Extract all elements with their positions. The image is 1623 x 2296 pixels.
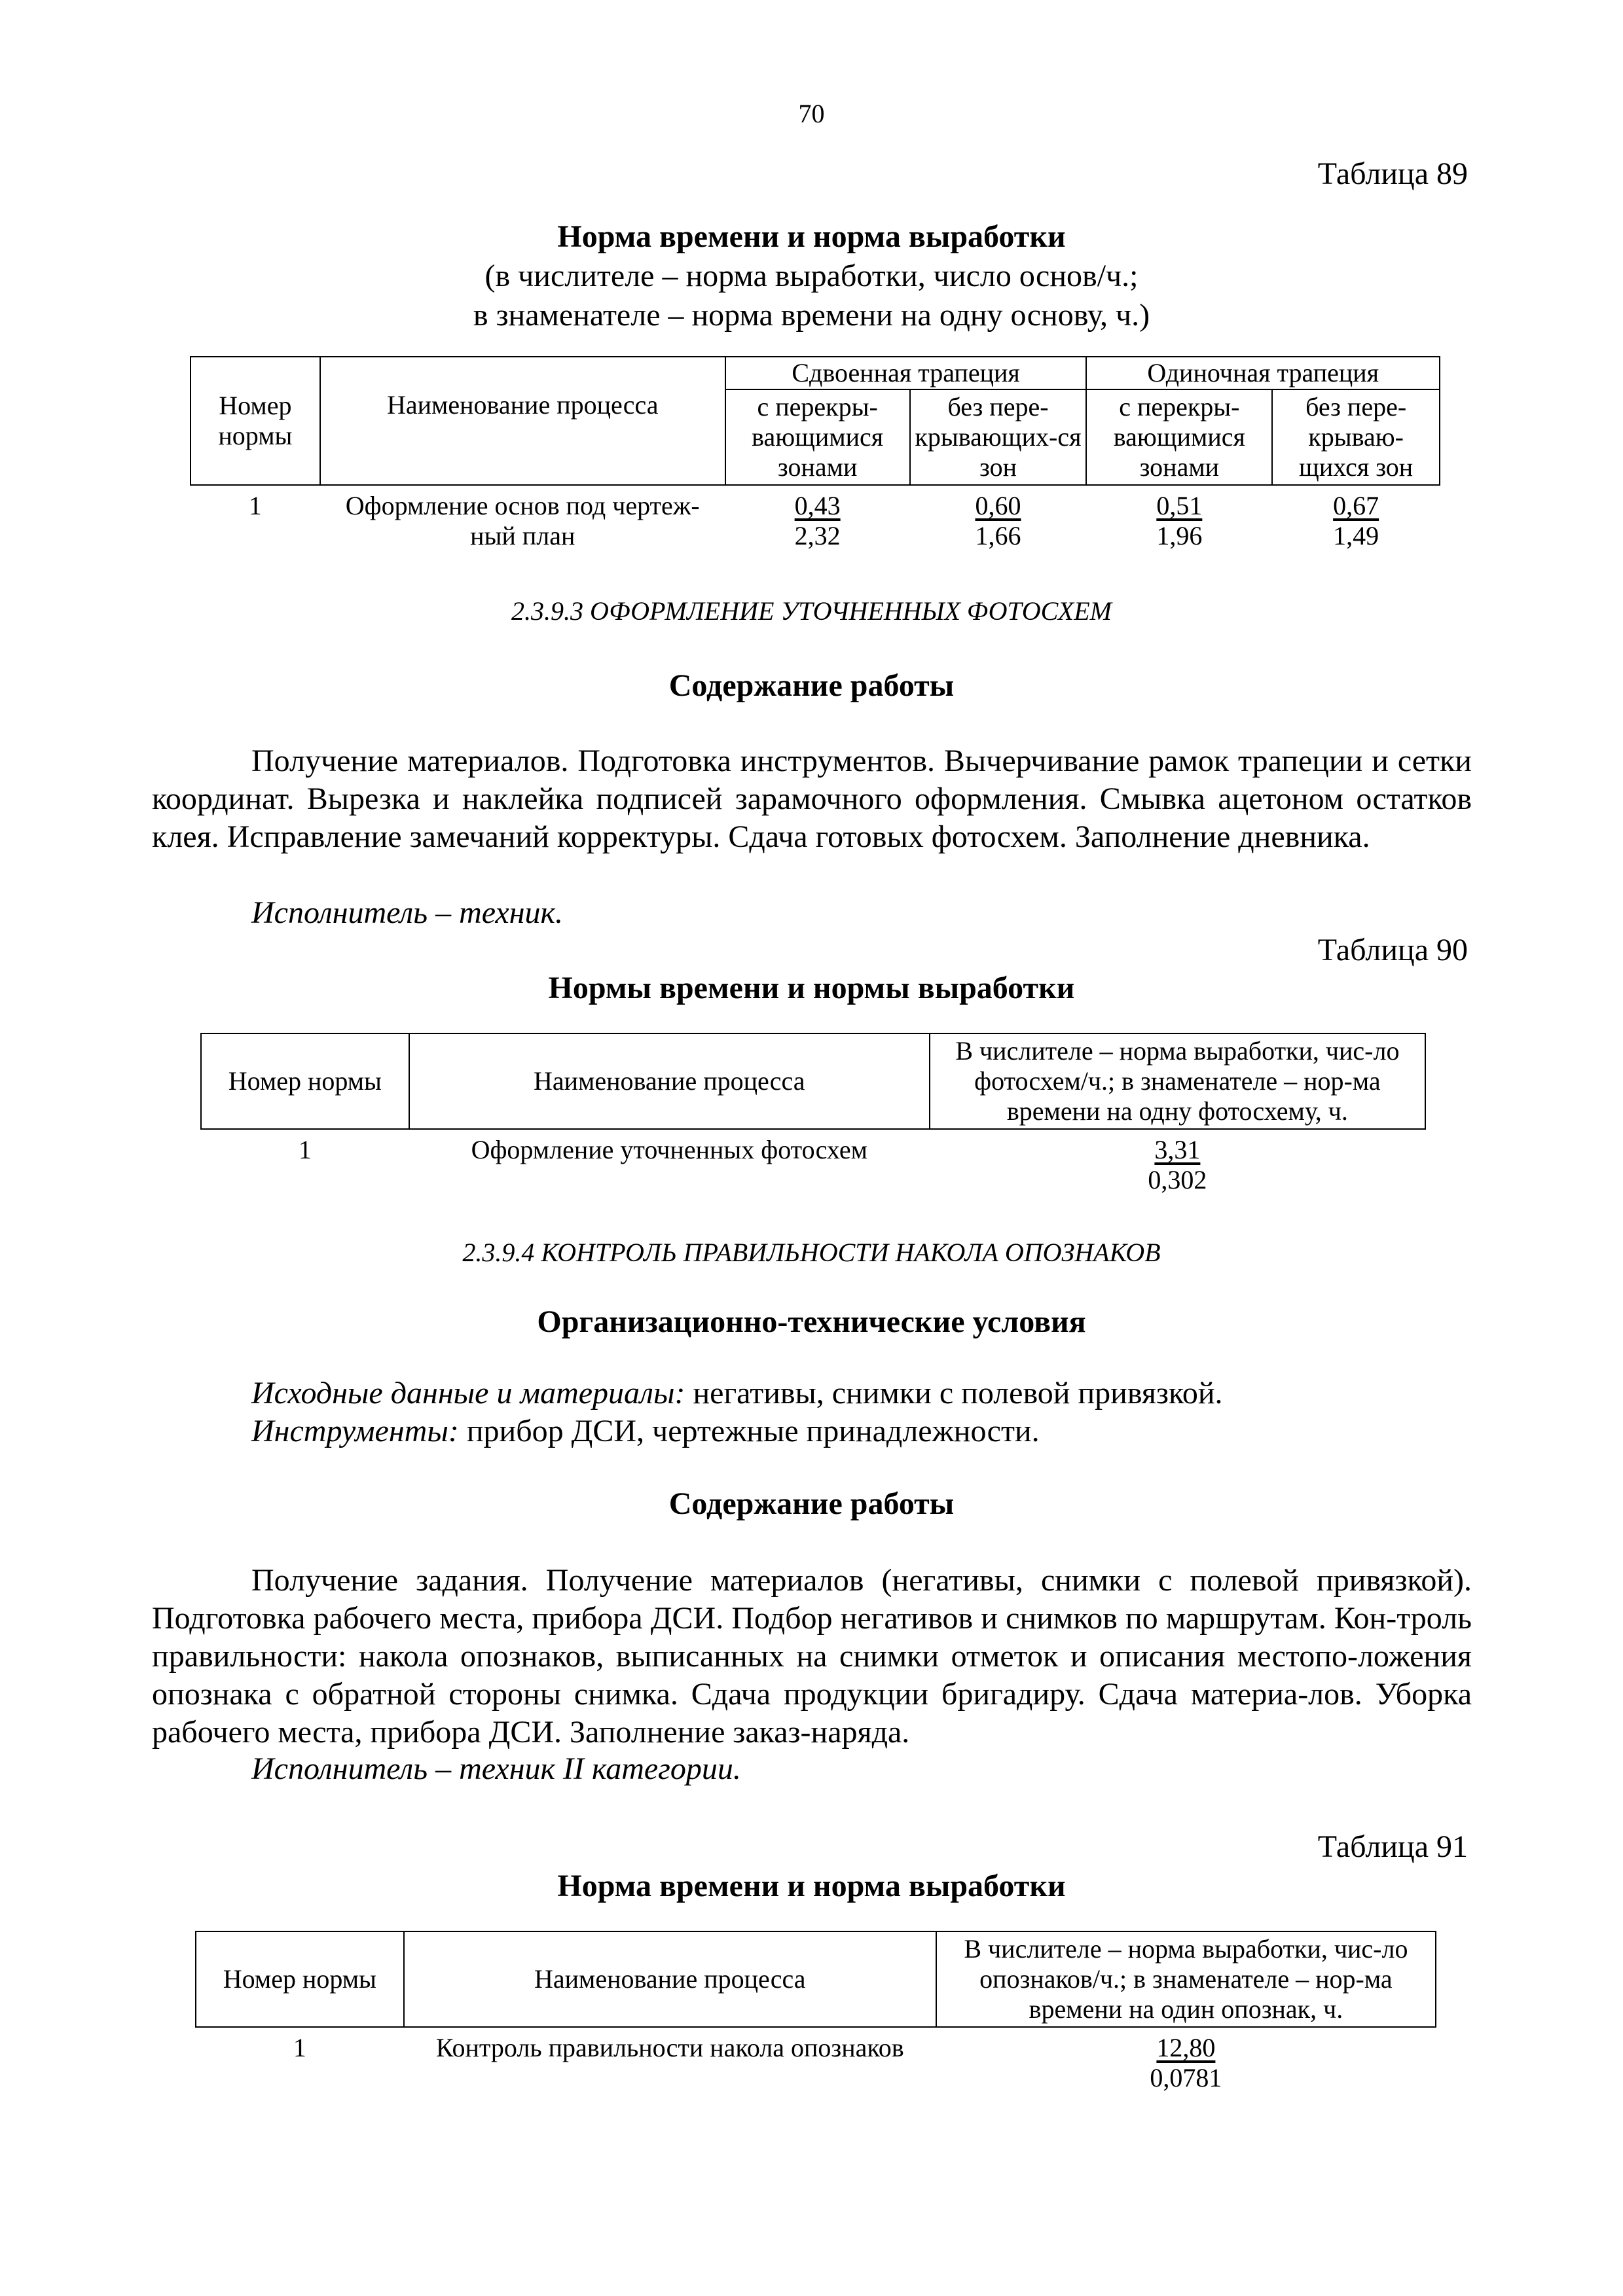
rate-value: 0,51 <box>1156 491 1203 520</box>
fraction-cell <box>975 491 1021 551</box>
inputs-text: негативы, снимки с полевой привязкой. <box>685 1376 1223 1410</box>
header-number: Номер нормы <box>191 357 320 485</box>
rate-value: 0,60 <box>975 491 1021 520</box>
header-number: Номер нормы <box>196 1931 404 2027</box>
table-89-subtitle-1: (в числителе – норма выработки, число основ/ч.; <box>484 259 1139 293</box>
table-row <box>191 485 1440 551</box>
section-2394-content-text: Получение задания. Получение материалов (негативы, снимки с полевой привязкой). Подготовка рабочего места, прибора ДСИ. Подбор негативов и снимков по маршрутам. Кон-троль правильности: накола опознаков, выписанных на снимки отметок и описания местопо-ложения опознака с обратной стороны снимка. Сдача продукции бригадиру. Сдача материа-лов. Уборка рабочего места, прибора ДСИ. Заполнение заказ-наряда. <box>152 1563 1472 1749</box>
table-91-label: Таблица 91 <box>1317 1829 1468 1864</box>
table-89-subtitle-2: в знаменателе – норма времени на одну основу, ч.) <box>473 298 1150 332</box>
section-2393-content-title: Содержание работы <box>668 668 955 703</box>
row-number: 1 <box>293 2033 306 2062</box>
fraction-cell <box>1150 2033 1222 2093</box>
header-number: Номер нормы <box>201 1033 409 1129</box>
section-2393-content-text: Получение материалов. Подготовка инструментов. Вычерчивание рамок трапеции и сетки координат. Вырезка и наклейка подписей зарамочного оформления. Смывка ацетоном остатков клея. Исправление замечаний корректуры. Сдача готовых фотосхем. Заполнение дневника. <box>152 744 1472 854</box>
tools-text: прибор ДСИ, чертежные принадлежности. <box>458 1414 1040 1448</box>
table-row <box>196 2027 1436 2093</box>
header-process: Наименование процесса <box>409 1033 930 1129</box>
time-value: 1,49 <box>1333 521 1379 550</box>
time-value: 1,96 <box>1156 521 1203 550</box>
header-single-trapezoid: Одиночная трапеция <box>1086 357 1440 389</box>
section-2394-content <box>152 1562 1472 1751</box>
fraction-cell <box>1148 1135 1207 1195</box>
section-2394-inputs <box>251 1374 1223 1412</box>
header-overlapping-2: с перекры-вающимися зонами <box>1086 389 1272 485</box>
time-value: 0,302 <box>1148 1165 1207 1194</box>
row-process: Контроль правильности накола опознаков <box>435 2033 904 2062</box>
rate-value: 12,80 <box>1156 2033 1216 2062</box>
header-value: В числителе – норма выработки, чис-ло фотосхем/ч.; в знаменателе – нор-ма времени на одну фотосхему, ч. <box>930 1033 1425 1129</box>
table-89 <box>190 356 1440 551</box>
inputs-label: Исходные данные и материалы: <box>251 1376 685 1410</box>
row-process: Оформление основ под чертеж-ный план <box>345 491 700 550</box>
section-2393-heading: 2.3.9.3 ОФОРМЛЕНИЕ УТОЧНЕННЫХ ФОТОСХЕМ <box>511 596 1112 626</box>
rate-value: 0,67 <box>1333 491 1379 520</box>
table-91 <box>195 1931 1436 2093</box>
page-number: 70 <box>798 99 825 128</box>
header-process: Наименование процесса <box>320 357 725 485</box>
table-90 <box>200 1033 1426 1195</box>
header-double-trapezoid: Сдвоенная трапеция <box>725 357 1087 389</box>
section-2394-tools <box>251 1412 1040 1450</box>
header-process: Наименование процесса <box>404 1931 936 2027</box>
table-91-title: Норма времени и норма выработки <box>557 1869 1066 1903</box>
table-90-title: Нормы времени и нормы выработки <box>548 971 1075 1005</box>
time-value: 2,32 <box>794 521 841 550</box>
table-90-label: Таблица 90 <box>1317 933 1468 967</box>
rate-value: 3,31 <box>1154 1135 1201 1164</box>
fraction-cell <box>1156 491 1202 551</box>
header-overlapping-1: с перекры-вающимися зонами <box>725 389 910 485</box>
section-2393-content <box>152 742 1472 856</box>
section-2394-heading: 2.3.9.4 КОНТРОЛЬ ПРАВИЛЬНОСТИ НАКОЛА ОПОЗНАКОВ <box>462 1238 1161 1267</box>
section-2394-executor: Исполнитель – техник II категории. <box>251 1751 741 1786</box>
fraction-cell <box>1333 491 1379 551</box>
time-value: 0,0781 <box>1150 2063 1222 2092</box>
table-row <box>201 1129 1425 1195</box>
header-value: В числителе – норма выработки, чис-ло опознаков/ч.; в знаменателе – нор-ма времени на один опознак, ч. <box>936 1931 1436 2027</box>
row-number: 1 <box>298 1135 312 1164</box>
header-nonoverlapping-2: без пере-крываю-щихся зон <box>1272 389 1440 485</box>
fraction-cell <box>795 491 841 551</box>
section-2393-executor: Исполнитель – техник. <box>251 895 563 930</box>
row-process: Оформление уточненных фотосхем <box>471 1135 867 1164</box>
rate-value: 0,43 <box>794 491 841 520</box>
tools-label: Инструменты: <box>251 1414 459 1448</box>
section-2394-content-title: Содержание работы <box>668 1486 955 1521</box>
header-nonoverlapping-1: без пере-крывающих-ся зон <box>910 389 1087 485</box>
section-2394-org-title: Организационно-технические условия <box>537 1304 1086 1339</box>
table-89-title: Норма времени и норма выработки <box>557 219 1066 254</box>
time-value: 1,66 <box>975 521 1021 550</box>
table-89-label: Таблица 89 <box>1317 156 1468 191</box>
row-number: 1 <box>248 491 262 520</box>
